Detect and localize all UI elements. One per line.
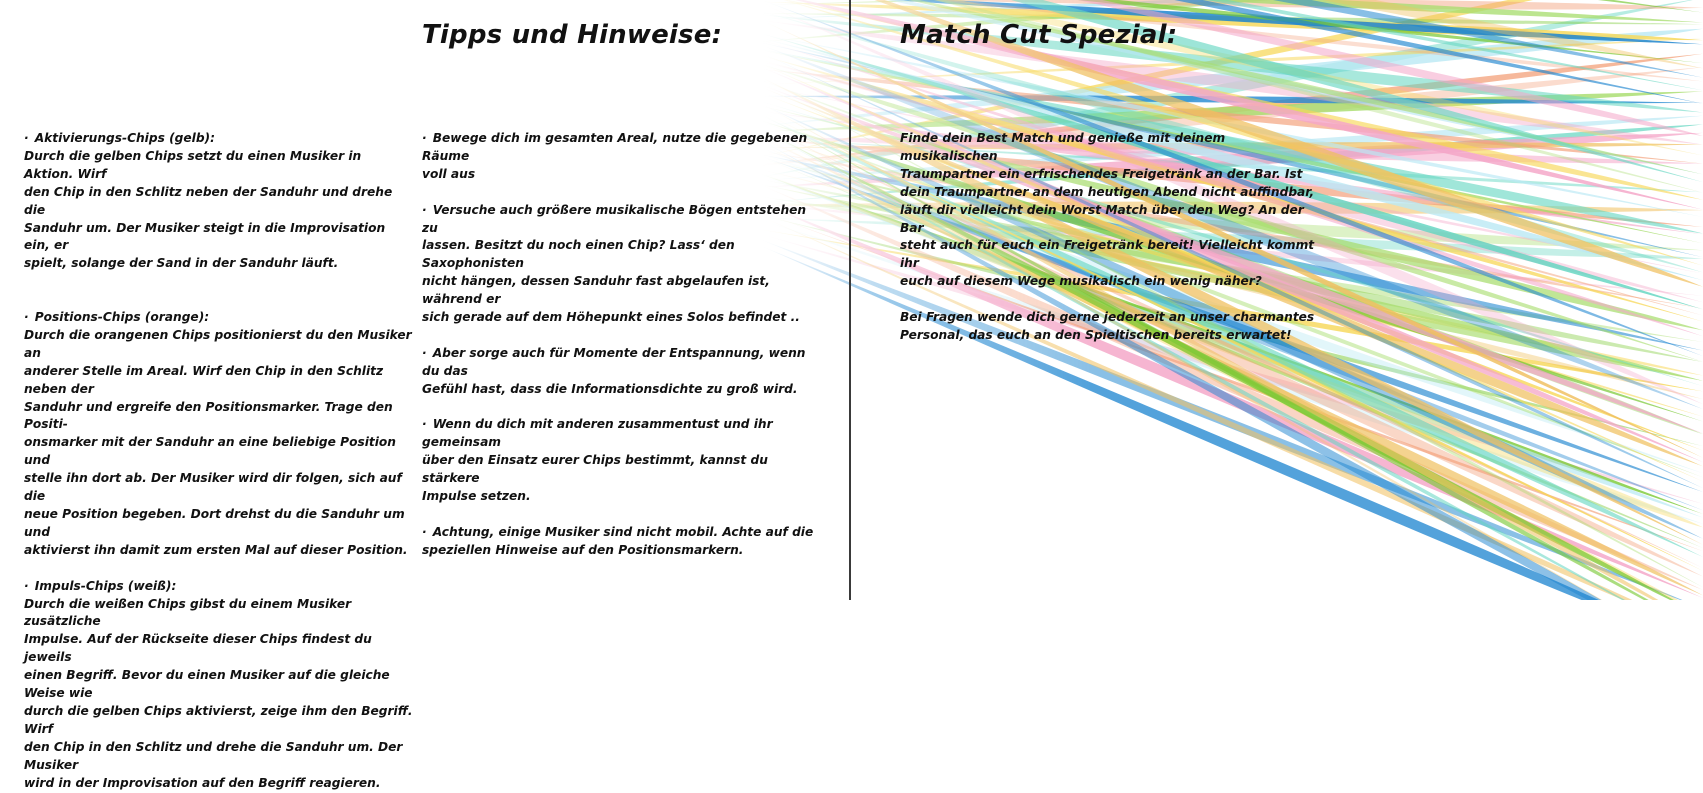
- tip-item: · Bewege dich im gesamten Areal, nutze die gegebenen Räume voll aus: [422, 130, 822, 184]
- right-page-title: Match Cut Spezial:: [900, 20, 1178, 50]
- tip-item: · Aber sorge auch für Momente der Entspannung, wenn du das Gefühl hast, dass die Informationsdichte zu groß wird.: [422, 345, 822, 399]
- chips-column: [24, 130, 414, 793]
- tip-item: · Versuche auch größere musikalische Bögen entstehen zu lassen. Besitzt du noch einen Chip? Lass‘ den Saxophonisten nicht hängen, dessen Sanduhr fast abgelaufen ist, während er sich gerade auf dem Höhepunkt eines Solos befindet ..: [422, 202, 822, 327]
- chip-heading-activation: · Aktivierungs-Chips (gelb):: [24, 130, 414, 148]
- chip-body-position: Durch die orangenen Chips positionierst du den Musiker an anderer Stelle im Areal. Wirf den Chip in den Schlitz neben der Sanduhr und ergreife den Positionsmarker. Trage den Positi- onsmarker mit der Sanduhr an eine beliebige Position und stelle ihn dort ab. Der Musiker wird dir folgen, sich auf die neue Position begeben. Dort drehst du die Sanduhr um und aktivierst ihn damit zum ersten Mal auf dieser Position.: [24, 327, 412, 557]
- tips-column: [422, 130, 822, 560]
- chip-body-activation: Durch die gelben Chips setzt du einen Musiker in Aktion. Wirf den Chip in den Schlitz neben der Sanduhr und drehe die Sanduhr um. Der Musiker steigt in die Improvisation ein, er spielt, solange der Sand in der Sanduhr läuft.: [24, 148, 393, 271]
- page-divider: [849, 0, 851, 600]
- tip-item: · Wenn du dich mit anderen zusammentust und ihr gemeinsam über den Einsatz eurer Chips bestimmt, kannst du stärkere Impulse setzen.: [422, 416, 822, 506]
- match-cut-column: [900, 130, 1320, 345]
- left-page-title: Tipps und Hinweise:: [422, 20, 723, 50]
- match-cut-paragraph: Finde dein Best Match und genieße mit deinem musikalischen Traumpartner ein erfrischendes Freigetränk an der Bar. Ist dein Traumpartner an dem heutigen Abend nicht auffindbar, läuft dir vielleicht dein Worst Match über den Weg? An der Bar steht auch für euch ein Freigetränk bereit! Vielleicht kommt ihr euch auf diesem Wege musikalisch ein wenig näher?: [900, 131, 1315, 289]
- chip-heading-position: · Positions-Chips (orange):: [24, 309, 414, 327]
- chip-body-impulse: Durch die weißen Chips gibst du einem Musiker zusätzliche Impulse. Auf der Rückseite dieser Chips findest du jeweils einen Begriff. Bevor du einen Musiker auf die gleiche Weise wie durch die gelben Chips aktivierst, zeige ihm den Begriff. Wirf den Chip in den Schlitz und drehe die Sanduhr um. Der Musiker wird in der Improvisation auf den Begriff reagieren.: [24, 596, 413, 790]
- chip-heading-impulse: · Impuls-Chips (weiß):: [24, 578, 414, 596]
- tip-item: · Achtung, einige Musiker sind nicht mobil. Achte auf die speziellen Hinweise auf den Positionsmarkern.: [422, 524, 822, 560]
- contact-paragraph: Bei Fragen wende dich gerne jederzeit an unser charmantes Personal, das euch an den Spieltischen bereits erwartet!: [900, 310, 1315, 342]
